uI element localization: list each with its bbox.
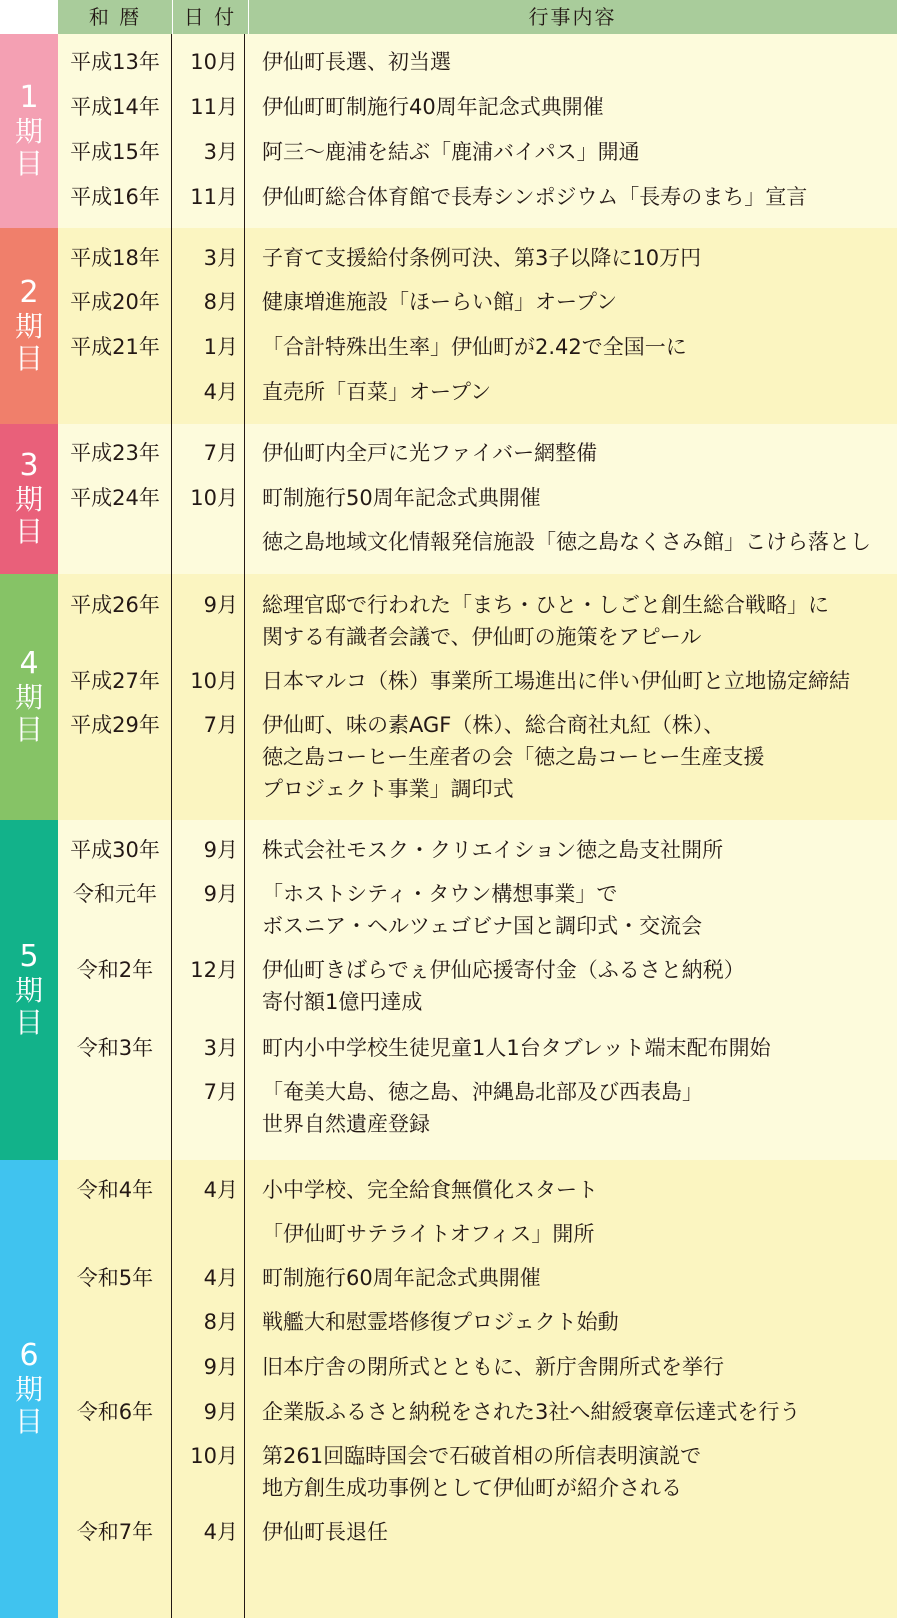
era-cell: 平成24年	[70, 486, 160, 510]
date-cell: 3月	[203, 1036, 238, 1060]
content-cell: 直売所「百菜」オープン	[262, 380, 492, 404]
content-cell: 旧本庁舎の閉所式とともに、新庁舎開所式を挙行	[262, 1355, 724, 1379]
content-cell: 阿三〜鹿浦を結ぶ「鹿浦バイパス」開通	[262, 140, 640, 164]
content-cell: 「奄美大島、徳之島、沖縄島北部及び西表島」 世界自然遺産登録	[262, 1080, 703, 1136]
term-label-char: 目	[14, 1405, 43, 1438]
date-cell: 11月	[190, 185, 238, 209]
term-number: 6	[19, 1338, 39, 1373]
term-label	[0, 450, 58, 548]
table-header	[58, 0, 897, 34]
content-cell: 伊仙町内全戸に光ファイバー網整備	[262, 441, 598, 465]
term-cell	[0, 574, 58, 820]
era-cell: 平成16年	[70, 185, 160, 209]
era-cell: 平成23年	[70, 441, 160, 465]
content-cell: 伊仙町きばらでぇ伊仙応援寄付金（ふるさと納税） 寄付額1億円達成	[262, 958, 745, 1014]
date-cell: 10月	[190, 50, 238, 74]
content-cell: 町制施行50周年記念式典開催	[262, 486, 541, 510]
content-cell: 伊仙町町制施行40周年記念式典開催	[262, 95, 604, 119]
term-cell	[0, 424, 58, 574]
term-cell	[0, 228, 58, 424]
content-cell: 伊仙町長退任	[262, 1520, 388, 1544]
term-label	[0, 648, 58, 746]
term-cell	[0, 34, 58, 228]
era-cell: 令和3年	[76, 1036, 154, 1060]
term-number: 3	[19, 448, 39, 483]
date-cell: 4月	[203, 1520, 238, 1544]
term-label-char: 目	[14, 515, 43, 548]
term-number: 2	[19, 275, 39, 310]
date-cell: 4月	[203, 1178, 238, 1202]
era-cell: 平成27年	[70, 669, 160, 693]
content-cell: 第261回臨時国会で石破首相の所信表明演説で 地方創生成功事例として伊仙町が紹介される	[262, 1444, 702, 1500]
era-cell: 令和7年	[76, 1520, 154, 1544]
date-cell: 7月	[203, 1080, 238, 1104]
term-label	[0, 1340, 58, 1438]
header-era: 和 暦	[88, 5, 142, 29]
term-number: 5	[19, 939, 39, 974]
content-cell: 戦艦大和慰霊塔修復プロジェクト始動	[262, 1310, 619, 1334]
content-cell: 株式会社モスク・クリエイション徳之島支社開所	[262, 838, 724, 862]
term-number: 4	[19, 646, 39, 681]
date-cell: 9月	[203, 1400, 238, 1424]
term-label-char: 期	[14, 483, 43, 516]
era-cell: 令和元年	[73, 882, 157, 906]
date-cell: 12月	[190, 958, 238, 982]
term-label-char: 期	[14, 974, 43, 1007]
content-cell: 町内小中学校生徒児童1人1台タブレット端末配布開始	[262, 1036, 771, 1060]
era-cell: 令和5年	[76, 1266, 154, 1290]
era-cell: 平成26年	[70, 593, 160, 617]
term-label	[0, 277, 58, 375]
date-cell: 3月	[203, 140, 238, 164]
era-cell: 令和6年	[76, 1400, 154, 1424]
content-cell: 「合計特殊出生率」伊仙町が2.42で全国一に	[262, 335, 687, 359]
date-cell: 10月	[190, 669, 238, 693]
era-cell: 平成30年	[70, 838, 160, 862]
content-cell: 総理官邸で行われた「まち・ひと・しごと創生総合戦略」に 関する有識者会議で、伊仙町の施策をアピール	[262, 593, 829, 649]
content-cell: 企業版ふるさと納税をされた3社へ紺綬褒章伝達式を行う	[262, 1400, 801, 1424]
header-divider	[172, 0, 173, 34]
column-divider-date	[244, 34, 245, 1618]
date-cell: 9月	[203, 838, 238, 862]
content-cell: 健康増進施設「ほーらい館」オープン	[262, 290, 618, 314]
content-cell: 小中学校、完全給食無償化スタート	[262, 1178, 598, 1202]
date-cell: 7月	[203, 713, 238, 737]
term-label-char: 目	[14, 713, 43, 746]
content-cell: 徳之島地域文化情報発信施設「徳之島なくさみ館」こけら落とし	[262, 530, 871, 554]
term-label-char: 目	[14, 342, 43, 375]
content-cell: 伊仙町長選、初当選	[262, 50, 451, 74]
content-cell: 伊仙町、味の素AGF（株）、総合商社丸紅（株）、 徳之島コーヒー生産者の会「徳之島コーヒー生産支援 プロジェクト事業」調印式	[262, 713, 765, 801]
column-divider-era	[171, 34, 172, 1618]
era-cell: 平成29年	[70, 713, 160, 737]
header-date: 日 付	[183, 5, 237, 29]
era-cell: 平成14年	[70, 95, 160, 119]
content-cell: 日本マルコ（株）事業所工場進出に伴い伊仙町と立地協定締結	[262, 669, 850, 693]
header-content: 行事内容	[528, 5, 617, 29]
term-cell	[0, 1160, 58, 1618]
term-label-char: 目	[14, 147, 43, 180]
era-cell: 平成20年	[70, 290, 160, 314]
date-cell: 11月	[190, 95, 238, 119]
era-cell: 平成13年	[70, 50, 160, 74]
content-cell: 「伊仙町サテライトオフィス」開所	[262, 1222, 595, 1246]
date-cell: 10月	[190, 486, 238, 510]
term-label-char: 期	[14, 115, 43, 148]
date-cell: 3月	[203, 246, 238, 270]
content-cell: 「ホストシティ・タウン構想事業」で ボスニア・ヘルツェゴビナ国と調印式・交流会	[262, 882, 703, 938]
term-label	[0, 941, 58, 1039]
date-cell: 8月	[203, 1310, 238, 1334]
era-cell: 平成18年	[70, 246, 160, 270]
date-cell: 8月	[203, 290, 238, 314]
date-cell: 9月	[203, 593, 238, 617]
date-cell: 9月	[203, 1355, 238, 1379]
date-cell: 9月	[203, 882, 238, 906]
date-cell: 4月	[203, 1266, 238, 1290]
era-cell: 令和4年	[76, 1178, 154, 1202]
date-cell: 4月	[203, 380, 238, 404]
date-cell: 10月	[190, 1444, 238, 1468]
term-label-char: 期	[14, 681, 43, 714]
date-cell: 1月	[203, 335, 238, 359]
content-cell: 子育て支援給付条例可決、第3子以降に10万円	[262, 246, 702, 270]
content-cell: 伊仙町総合体育館で長寿シンポジウム「長寿のまち」宣言	[262, 185, 808, 209]
era-cell: 令和2年	[76, 958, 154, 982]
term-number: 1	[19, 80, 39, 115]
content-cell: 町制施行60周年記念式典開催	[262, 1266, 541, 1290]
header-divider	[248, 0, 249, 34]
era-cell: 平成21年	[70, 335, 160, 359]
term-cell	[0, 820, 58, 1160]
term-label	[0, 82, 58, 180]
date-cell: 7月	[203, 441, 238, 465]
term-label-char: 目	[14, 1006, 43, 1039]
era-cell: 平成15年	[70, 140, 160, 164]
term-label-char: 期	[14, 310, 43, 343]
term-label-char: 期	[14, 1373, 43, 1406]
